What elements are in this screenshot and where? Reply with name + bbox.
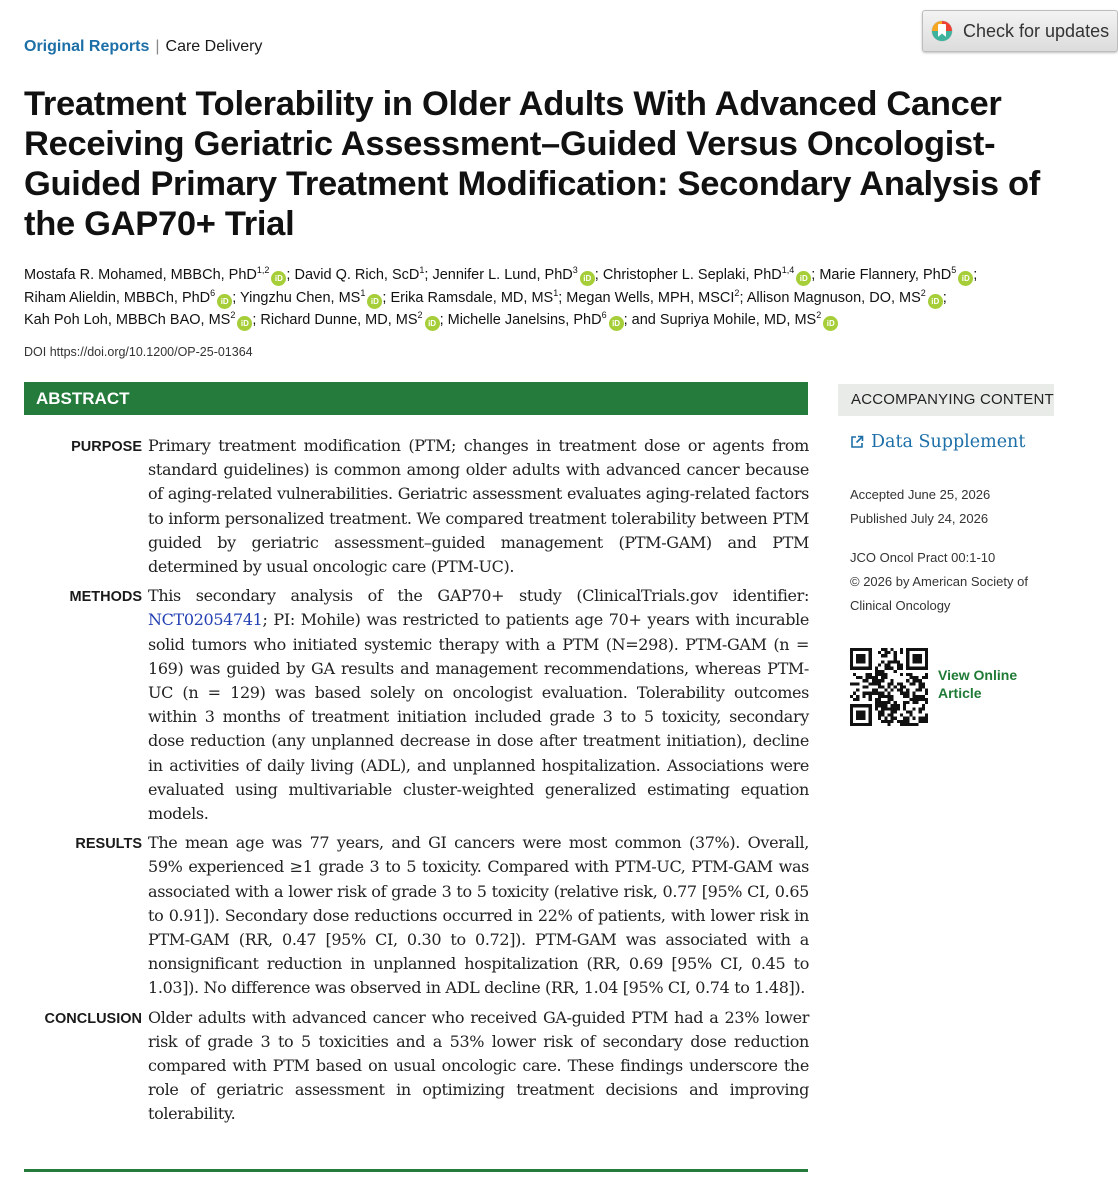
author-name-text: David Q. Rich, ScD [294, 267, 420, 283]
author-name [260, 312, 439, 328]
doi-link[interactable]: DOI https://doi.org/10.1200/OP-25-01364 [24, 345, 253, 359]
data-supplement-link[interactable] [850, 432, 1025, 452]
author-name-text: Mostafa R. Mohamed, MBBCh, PhD [24, 267, 257, 283]
author-affiliation: 1 [553, 287, 559, 298]
author-name [603, 267, 811, 283]
results-section [24, 831, 808, 1000]
orcid-icon[interactable]: iD [580, 271, 595, 286]
results-text: The mean age was 77 years, and GI cancers were most common (37%). Overall, 59% experienced ≥1 grade 3 to 5 toxicity. Compared with PTM-UC, PTM-GAM was associated with a lower risk of grade 3 to 5 toxicity (relative risk, 0.77 [95% CI, 0.65 to 0.91]). Secondary dose reductions occurred in 22% of patients, with lower risk in PTM-GAM (RR, 0.47 [95% CI, 0.30 to 0.72]). PTM-GAM was associated with a nonsignificant reduction in unplanned hospitalization (RR, 0.69 [95% CI, 0.45 to 1.03]). No difference was observed in ADL decline (RR, 1.04 [95% CI, 0.74 to 1.48]). [148, 833, 809, 998]
purpose-label: PURPOSE [71, 439, 142, 455]
orcid-icon[interactable]: iD [823, 316, 838, 331]
conclusion-label: CONCLUSION [44, 1010, 142, 1027]
purpose-section [24, 434, 808, 579]
check-for-updates-label: Check for updates [963, 20, 1110, 41]
author-affiliation: 2 [816, 310, 822, 321]
subsection-label: Care Delivery [165, 38, 263, 55]
author-name [24, 312, 252, 328]
author-affiliation: 6 [210, 287, 216, 298]
conclusion-text: Older adults with advanced cancer who received GA-guided PTM had a 23% lower risk of grade 3 to 5 toxicities and a 53% lower risk of secondary dose reduction compared with PTM based on usual oncologic care. These findings underscore the role of geriatric assessment in optimizing treatment decisions and improving tolerability. [148, 1007, 809, 1124]
methods-text [148, 584, 809, 826]
clinicaltrials-link[interactable]: NCT02054741 [148, 610, 263, 630]
external-link-icon [850, 435, 864, 449]
purpose-text: Primary treatment modification (PTM; changes in treatment dose or agents from standard guidelines) is common among older adults with advanced cancer because of aging-related vulnerabilities. Geriatric assessment evaluates aging-related factors to inform personalized treatment. We compared treatment tolerability between PTM guided by geriatric assessment–guided management (PTM-GAM) and PTM determined by usual oncologic care (PTM-UC). [148, 436, 809, 577]
view-online-line-1: View Online [938, 667, 1018, 683]
author-affiliation: 3 [572, 265, 578, 276]
author-name [239, 287, 382, 306]
qr-code[interactable] [850, 648, 928, 726]
abstract-heading: ABSTRACT [24, 382, 808, 415]
author-affiliation: 1,2 [256, 265, 270, 276]
author-name-text: Riham Alieldin, MBBCh, PhD [24, 289, 211, 306]
article-title: Treatment Tolerability in Older Adults With Advanced Cancer Receiving Geriatric Assessment–Guided Versus Oncologist-Guided Primary Treatment Modification: Secondary Analysis of the GAP70+ Trial [24, 85, 1040, 243]
author-name [566, 287, 740, 306]
conclusion-section [24, 1006, 808, 1127]
orcid-icon[interactable]: iD [609, 316, 624, 331]
author-name-text: Erika Ramsdale, MD, MS [390, 289, 554, 306]
author-affiliation: 2 [230, 310, 236, 321]
author-prefix: and [631, 312, 660, 328]
results-label: RESULTS [75, 836, 142, 853]
publication-dates [850, 483, 990, 531]
author-name [632, 312, 839, 328]
view-online-line-2: Article [938, 685, 982, 701]
author-affiliation: 1 [419, 265, 425, 276]
author-name-text: Christopher L. Seplaki, PhD [602, 267, 782, 283]
author-name [24, 267, 286, 283]
published-date: Published July 24, 2026 [850, 511, 989, 526]
abstract-body [24, 434, 808, 1132]
data-supplement-label: Data Supplement [871, 432, 1026, 452]
author-name-text: Marie Flannery, PhD [819, 267, 952, 283]
methods-section [24, 584, 808, 826]
section-label: Original Reports [24, 38, 150, 55]
orcid-icon[interactable]: iD [367, 294, 382, 309]
author-name-text: Kah Poh Loh, MBBCh BAO, MS [24, 312, 231, 328]
author-name-text: Megan Wells, MPH, MSCI [566, 289, 735, 306]
journal-citation: JCO Oncol Pract 00:1-10 [850, 550, 996, 565]
orcid-icon[interactable]: iD [271, 271, 286, 286]
author-affiliation: 2 [734, 287, 740, 298]
author-name [819, 267, 973, 283]
abstract-bottom-rule [24, 1169, 808, 1172]
author-name [746, 287, 943, 306]
author-name [390, 287, 559, 306]
author-name [432, 267, 594, 283]
author-affiliation: 1 [360, 287, 366, 298]
author-name-text: Allison Magnuson, DO, MS [746, 289, 921, 306]
orcid-icon[interactable]: iD [237, 316, 252, 331]
author-affiliation: 5 [951, 265, 957, 276]
orcid-icon[interactable]: iD [958, 271, 973, 286]
accompanying-content-heading: ACCOMPANYING CONTENT [838, 384, 1054, 416]
orcid-icon[interactable]: iD [217, 294, 232, 309]
author-name-text: Jennifer L. Lund, PhD [432, 267, 573, 283]
orcid-icon[interactable]: iD [928, 294, 943, 309]
crossmark-icon [931, 18, 953, 44]
author-affiliation: 2 [417, 310, 423, 321]
author-name [24, 287, 232, 306]
article-type-header [24, 38, 262, 56]
author-name-text: Richard Dunne, MD, MS [260, 312, 418, 328]
view-online-article-link[interactable] [938, 666, 1038, 702]
methods-text-start: This secondary analysis of the GAP70+ study (ClinicalTrials.gov identifier: [148, 586, 809, 606]
author-name-text: Supriya Mohile, MD, MS [659, 312, 817, 328]
author-name-text: Michelle Janelsins, PhD [447, 312, 602, 328]
methods-label: METHODS [69, 589, 142, 606]
journal-info [850, 546, 1028, 618]
methods-text-end: ; PI: Mohile) was restricted to patients age 70+ years with incurable solid tumors who initiated systemic therapy with a PTM (N=298). PTM-GAM (n = 169) was guided by GA results and management recommendations, whereas PTM-UC (n = 129) was based solely on oncologist evaluation. Tolerability outcomes within 3 months of treatment initiation included grade 3 to 5 toxicity, secondary dose reduction (any unplanned decrease in dose after treatment initiation), decline in activities of daily living (ADL), and unplanned hospitalization. Associations were evaluated using multivariable cluster-weighted generalized estimating equation models. [148, 610, 809, 824]
check-for-updates-button[interactable] [922, 10, 1118, 52]
author-affiliation: 1,4 [781, 265, 795, 276]
accepted-date: Accepted June 25, 2026 [850, 487, 991, 502]
orcid-icon[interactable]: iD [796, 271, 811, 286]
author-name-text: Yingzhu Chen, MS [239, 289, 361, 306]
author-list: Mostafa R. Mohamed, MBBCh, PhD$^{1,2}$iD ; David Q. Rich, ScD$^1$; Jennifer L. Lund, PhD$^3$iD ; Christopher L. Seplaki, PhD$^{1,4}$iD ; Marie Flannery, PhD$^5$iD ; Riham Alieldin, MBBCh, PhD$^6$iD ; Yingzhu Chen, $MS^1iD$ ; Erika Ramsdale, MD, $MS^1$; Megan Wells, MPH, MSCI$^2$; Allison Magnuson, DO, $MS^2iD$ ; Kah Poh Loh, MBBCh BAO, $MS^2iD$ ; Richard Dunne, MD, $MS^2iD$ ; Michelle Janelsins, PhD$^6$iD ; and Supriya Mohile, MD, $MS^2iD$ [24, 264, 1099, 332]
author-affiliation: 6 [601, 310, 607, 321]
author-name [448, 312, 624, 328]
copyright-line-1: © 2026 by American Society of [850, 574, 1028, 589]
author-name [294, 267, 424, 283]
copyright-line-2: Clinical Oncology [850, 598, 951, 613]
header-separator: | [155, 38, 160, 55]
author-affiliation: 2 [920, 287, 926, 298]
orcid-icon[interactable]: iD [425, 316, 440, 331]
